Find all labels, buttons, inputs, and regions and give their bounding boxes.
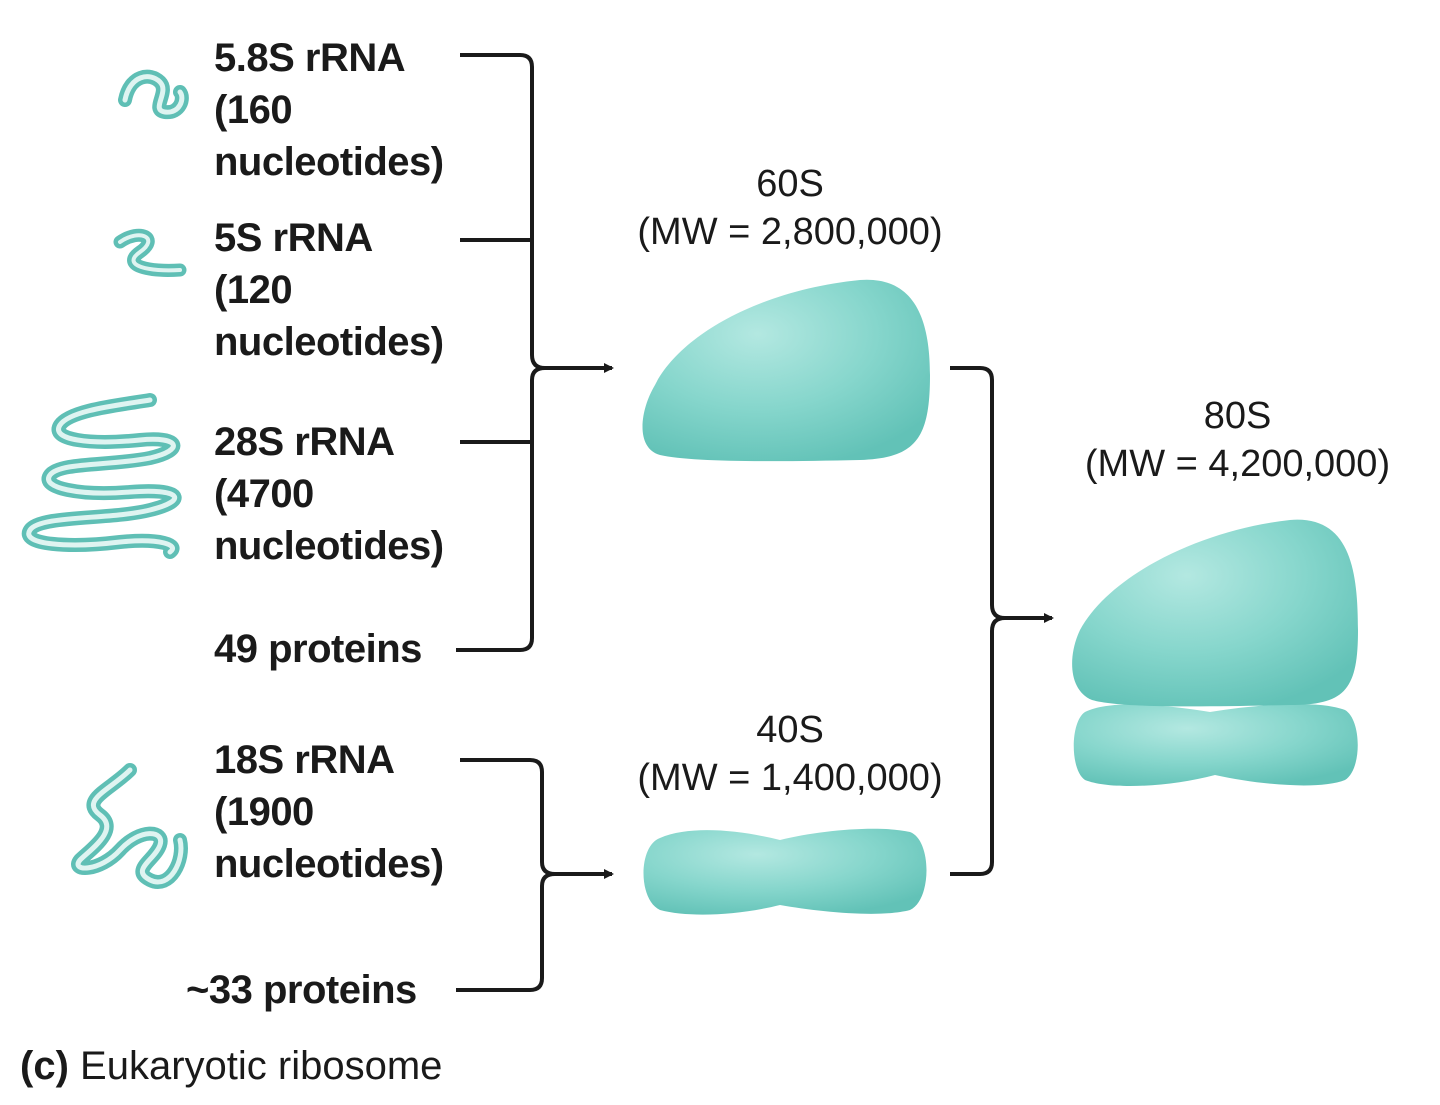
caption-tag: (c) xyxy=(20,1044,69,1088)
rrna-count: (4700 xyxy=(214,472,314,516)
proteins-60s-label: 49 proteins xyxy=(214,627,422,671)
rrna-unit: nucleotides) xyxy=(214,140,444,184)
rrna-unit: nucleotides) xyxy=(214,842,444,886)
rrna-count: (160 xyxy=(214,88,293,132)
rrna-5-8s-label xyxy=(214,32,444,188)
bracket-40s xyxy=(456,760,612,990)
subunit-60s-name: 60S xyxy=(756,163,824,205)
rrna-count: (120 xyxy=(214,268,293,312)
rrna-unit: nucleotides) xyxy=(214,320,444,364)
subunit-40s-header xyxy=(590,706,990,802)
rrna-name: 18S rRNA xyxy=(214,738,395,782)
ribosome-80s-shape xyxy=(1072,520,1358,786)
rrna-5s-label xyxy=(214,212,444,368)
bracket-60s xyxy=(456,55,612,650)
rrna-name: 28S rRNA xyxy=(214,420,395,464)
ribosome-80s-header xyxy=(1040,392,1435,488)
rrna-unit: nucleotides) xyxy=(214,524,444,568)
subunit-60s-header xyxy=(590,160,990,256)
rrna-5s-icon xyxy=(120,235,180,270)
rrna-18s-label xyxy=(214,734,444,890)
rrna-28s-label xyxy=(214,416,444,572)
rrna-name: 5S rRNA xyxy=(214,216,373,260)
rrna-18s-icon xyxy=(78,770,181,882)
caption-text: Eukaryotic ribosome xyxy=(80,1044,443,1088)
subunit-60s-mw: (MW = 2,800,000) xyxy=(637,211,943,253)
figure-caption xyxy=(20,1040,442,1092)
rrna-count: (1900 xyxy=(214,790,314,834)
rrna-5-8s-icon xyxy=(125,77,182,113)
subunit-60s-shape xyxy=(643,280,931,461)
rrna-28s-icon xyxy=(29,400,175,552)
subunit-40s-mw: (MW = 1,400,000) xyxy=(637,757,943,799)
proteins-40s-label: ~33 proteins xyxy=(186,968,417,1012)
subunit-40s-name: 40S xyxy=(756,709,824,751)
subunit-40s-shape xyxy=(644,829,927,915)
rrna-name: 5.8S rRNA xyxy=(214,36,406,80)
ribosome-80s-mw: (MW = 4,200,000) xyxy=(1084,443,1391,485)
ribosome-80s-name: 80S xyxy=(1203,395,1272,437)
